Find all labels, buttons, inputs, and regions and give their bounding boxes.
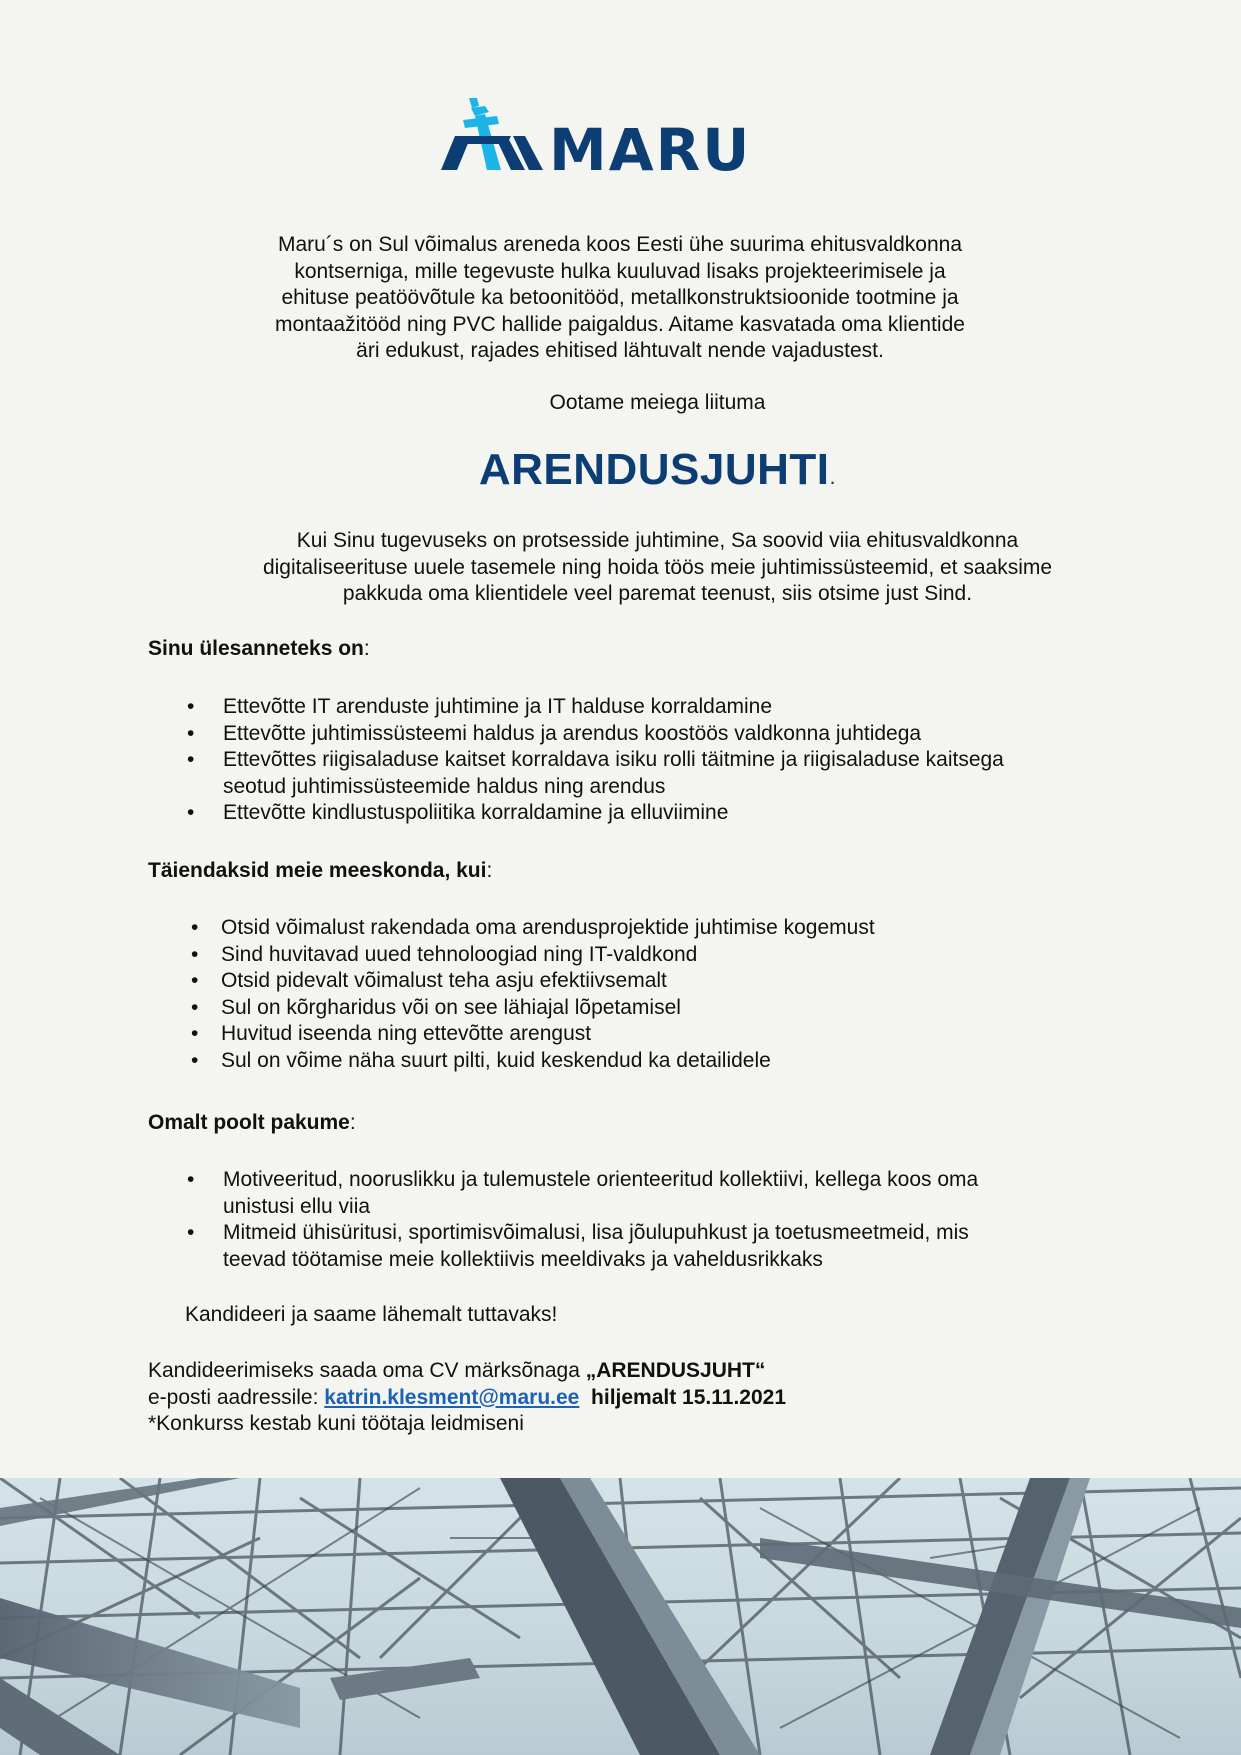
list-item: [191, 915, 1101, 942]
bullet-icon: •: [187, 721, 195, 745]
list-item-text: seotud juhtimissüsteemide haldus ning arendus: [223, 774, 666, 798]
job-title: [0, 444, 1241, 503]
list-item-text: Ettevõtte kindlustuspoliitika korraldamine ja elluviimine: [223, 801, 729, 824]
list-item-text: Ettevõtte IT arenduste juhtimine ja IT halduse korraldamine: [223, 695, 773, 718]
list-item: [191, 1021, 1101, 1048]
intro-line: kontserniga, mille tegevuste hulka kuuluvad lisaks projekteerimisele ja: [294, 259, 946, 283]
list-item-text: Sind huvitavad uued tehnoloogiad ning IT-valdkond: [221, 942, 698, 966]
bullet-icon: •: [187, 748, 195, 771]
list-item: [187, 721, 1103, 748]
apply-line-1-text: Kandideerimiseks saada oma CV märksõnaga: [148, 1359, 586, 1382]
list-item-text: unistusi ellu viia: [223, 1194, 371, 1218]
lead-line: pakkuda oma klientidele veel paremat teenust, siis otsime just Sind.: [342, 582, 973, 605]
steel-frame-structure-photo: [0, 1478, 1241, 1755]
list-item: [191, 968, 1101, 995]
list-item: [191, 1048, 1101, 1075]
email-link[interactable]: katrin.klesment@maru.ee: [324, 1385, 580, 1409]
offer-list: [187, 1167, 1103, 1273]
list-item: [187, 1167, 1103, 1220]
profile-list: [191, 915, 1101, 1074]
list-item: [187, 694, 1103, 721]
steel-structure-illustration: [0, 1478, 1241, 1755]
maru-logo: [441, 96, 801, 172]
invite-text: Ootame meiega liituma: [549, 391, 766, 414]
profile-heading-colon: :: [486, 859, 493, 882]
bullet-icon: •: [187, 1168, 195, 1191]
bullet-icon: •: [187, 1221, 195, 1244]
list-item-text: Ettevõttes riigisaladuse kaitset korraldava isiku rolli täitmine ja riigisaladuse kaitsega: [223, 748, 1004, 771]
offer-heading-text: Omalt poolt pakume: [148, 1111, 350, 1134]
intro-line: montaažitööd ning PVC hallide paigaldus. Aitame kasvatada oma klientide: [275, 312, 965, 336]
intro-line: äri edukust, rajades ehitised lähtuvalt nende vajadustest.: [356, 339, 884, 362]
list-item-text: Sul on kõrgharidus või on see lähiajal lõpetamisel: [221, 995, 681, 1019]
bullet-icon: •: [191, 1022, 199, 1045]
tasks-heading-colon: :: [363, 637, 370, 660]
profile-heading-text: Täiendaksid meie meeskonda, kui: [148, 859, 487, 882]
job-title-text: ARENDUSJUHTI: [478, 445, 830, 494]
apply-block: [148, 1358, 786, 1438]
apply-keyword: „ARENDUSJUHT“: [585, 1359, 766, 1382]
list-item-text: Ettevõtte juhtimissüsteemi haldus ja arendus koostöös valdkonna juhtidega: [223, 721, 922, 745]
bullet-icon: •: [191, 916, 199, 939]
cta-text: Kandideeri ja saame lähemalt tuttavaks!: [185, 1303, 558, 1326]
list-item-text: Otsid pidevalt võimalust teha asju efektiivsemalt: [221, 969, 667, 992]
list-item-text: Huvitud iseenda ning ettevõtte arengust: [221, 1022, 592, 1045]
apply-line-2-text: e-posti aadressile:: [148, 1385, 325, 1409]
profile-heading: [148, 858, 492, 884]
bullet-icon: •: [191, 942, 199, 966]
job-title-period: .: [829, 464, 837, 489]
maru-logo-mark: [441, 96, 801, 172]
apply-note: *Konkurss kestab kuni töötaja leidmiseni: [148, 1412, 524, 1435]
tasks-heading-text: Sinu ülesanneteks on: [148, 637, 364, 660]
lead-line: digitaliseerituse uuele tasemele ning hoida töös meie juhtimissüsteemid, et saaksime: [262, 555, 1053, 579]
list-item: [191, 995, 1101, 1022]
list-item: [187, 1220, 1103, 1273]
bullet-icon: •: [191, 969, 199, 992]
list-item-text: Motiveeritud, nooruslikku ja tulemustele orienteeritud kollektiivi, kellega koos oma: [223, 1168, 979, 1191]
list-item: [191, 942, 1101, 969]
deadline: hiljemalt 15.11.2021: [591, 1385, 786, 1409]
lead-line: Kui Sinu tugevuseks on protsesside juhtimine, Sa soovid viia ehitusvaldkonna: [296, 529, 1019, 552]
intro-line: Maru´s on Sul võimalus areneda koos Eesti ühe suurima ehitusvaldkonna: [277, 233, 963, 256]
offer-heading: [148, 1110, 356, 1136]
offer-heading-colon: :: [349, 1111, 356, 1134]
bullet-icon: •: [191, 1048, 199, 1072]
intro-line: ehituse peatöövõtule ka betoonitööd, metallkonstruktsioonide tootmine ja: [281, 286, 959, 309]
bullet-icon: •: [191, 995, 199, 1019]
lead-paragraph: [200, 528, 1115, 608]
maru-wordmark: MARU: [549, 116, 752, 172]
list-item: [187, 747, 1103, 800]
intro-paragraph: [180, 232, 1060, 365]
bullet-icon: •: [187, 695, 195, 718]
bullet-icon: •: [187, 801, 195, 824]
list-item: [187, 800, 1103, 827]
list-item-text: Mitmeid ühisüritusi, sportimisvõimalusi, lisa jõulupuhkust ja toetusmeetmeid, mis: [223, 1221, 969, 1244]
list-item-text: Sul on võime näha suurt pilti, kuid keskendud ka detailidele: [221, 1048, 771, 1072]
list-item-text: Otsid võimalust rakendada oma arendusprojektide juhtimise kogemust: [221, 916, 875, 939]
list-item-text: teevad töötamise meie kollektiivis meeldivaks ja vaheldusrikkaks: [223, 1247, 823, 1271]
apply-line-2: [148, 1385, 786, 1412]
tasks-list: [187, 694, 1103, 827]
tasks-heading: [148, 636, 370, 662]
apply-line-1: [148, 1358, 786, 1385]
